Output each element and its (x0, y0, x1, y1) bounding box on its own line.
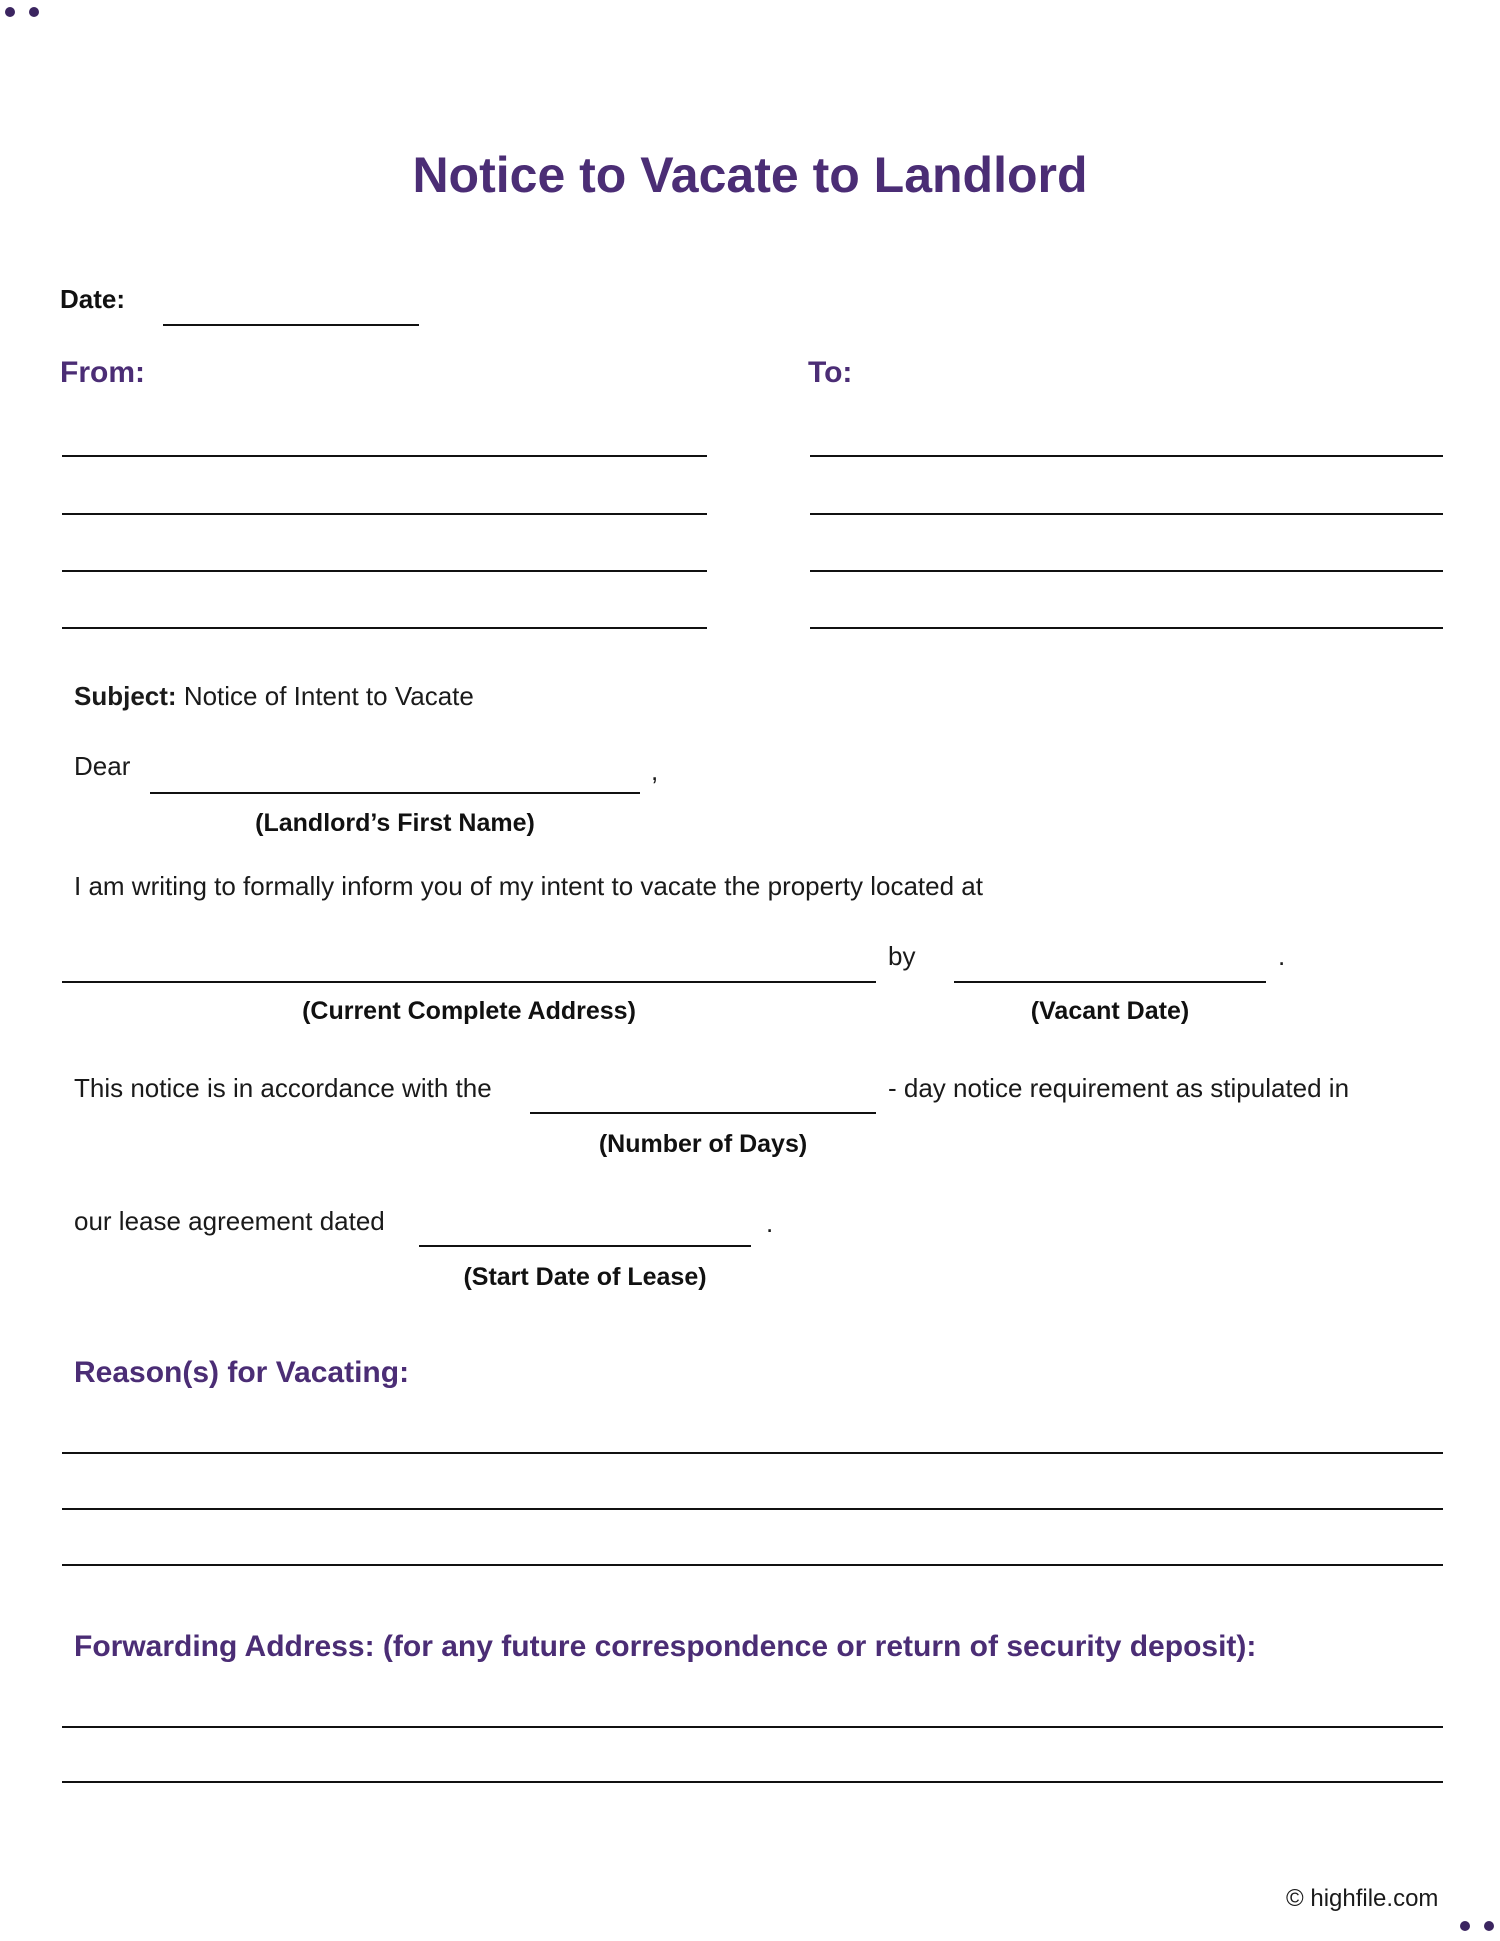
from-line-1[interactable] (62, 455, 707, 457)
to-line-4[interactable] (810, 627, 1443, 629)
reasons-line-2[interactable] (62, 1508, 1443, 1510)
to-line-3[interactable] (810, 570, 1443, 572)
forwarding-line-1[interactable] (62, 1726, 1443, 1728)
to-line-1[interactable] (810, 455, 1443, 457)
notice-suffix: - day notice requirement as stipulated in (888, 1073, 1350, 1103)
forwarding-line-2[interactable] (62, 1781, 1443, 1783)
intent-paragraph: I am writing to formally inform you of my intent to vacate the property located at (74, 871, 983, 901)
from-label: From: (60, 356, 145, 389)
landlord-name-line[interactable] (150, 792, 640, 794)
subject-value: Notice of Intent to Vacate (183, 681, 474, 711)
vacant-date-line[interactable] (954, 981, 1266, 983)
days-line[interactable] (530, 1112, 876, 1114)
subject-label: Subject: (74, 681, 177, 711)
subject-line (74, 683, 474, 709)
reasons-heading: Reason(s) for Vacating: (74, 1356, 410, 1389)
address-line[interactable] (62, 981, 876, 983)
corner-dot-top-left-2 (29, 7, 39, 17)
vacant-date-caption: (Vacant Date) (1030, 997, 1190, 1025)
to-label: To: (808, 356, 853, 389)
reasons-line-3[interactable] (62, 1564, 1443, 1566)
address-row-period: . (1278, 941, 1286, 971)
from-line-4[interactable] (62, 627, 707, 629)
date-field-line[interactable] (163, 324, 419, 326)
lease-date-line[interactable] (419, 1245, 751, 1247)
page-title: Notice to Vacate to Landlord (412, 147, 1088, 203)
from-line-2[interactable] (62, 513, 707, 515)
corner-dot-bottom-right-2 (1484, 1921, 1494, 1931)
dear-text: Dear (74, 751, 131, 781)
reasons-line-1[interactable] (62, 1452, 1443, 1454)
lease-period: . (766, 1208, 774, 1238)
by-text: by (888, 941, 916, 971)
to-line-2[interactable] (810, 513, 1443, 515)
corner-dot-bottom-right-1 (1460, 1921, 1470, 1931)
forwarding-heading: Forwarding Address: (for any future correspondence or return of security deposit): (74, 1630, 1257, 1663)
lease-prefix: our lease agreement dated (74, 1206, 385, 1236)
days-caption: (Number of Days) (598, 1130, 808, 1158)
footer-copyright: © highfile.com (1286, 1885, 1439, 1912)
date-label: Date: (60, 284, 126, 314)
landlord-name-caption: (Landlord’s First Name) (255, 809, 535, 837)
lease-date-caption: (Start Date of Lease) (463, 1263, 707, 1291)
from-line-3[interactable] (62, 570, 707, 572)
address-caption: (Current Complete Address) (302, 997, 636, 1025)
corner-dot-top-left-1 (5, 7, 15, 17)
dear-comma: , (651, 756, 659, 786)
notice-prefix: This notice is in accordance with the (74, 1073, 492, 1103)
